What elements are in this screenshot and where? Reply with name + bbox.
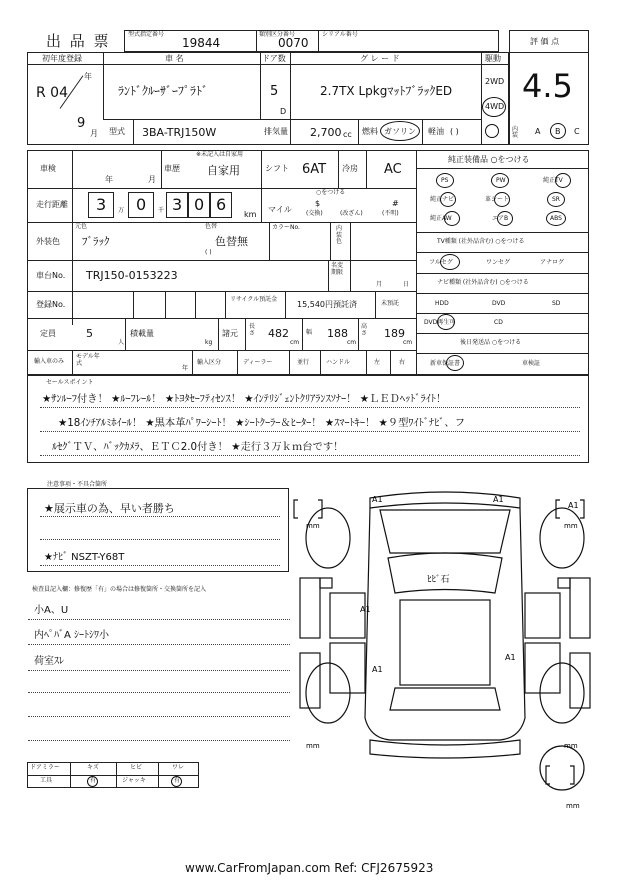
interior-c: C [574,127,580,136]
tamper-label: (改ざん) [340,210,363,217]
damage-mark-right-door: A1 [505,653,516,662]
unknown-label: (不明) [382,210,399,217]
color-value: ﾌﾞﾗｯｸ [82,235,110,248]
exterior-label: 外装色 [36,237,60,246]
equip-abs-circle [546,211,566,226]
notes-line-2: ★ﾅﾋﾞ NSZT-Y68T [44,552,125,563]
class-value: 0070 [278,36,309,50]
doors-label: ドア数 [262,54,286,63]
capacity-label: 定員 [40,329,56,338]
mile-label: マイル [268,205,292,214]
fuel-circle [380,121,420,141]
shift-value: 6AT [302,162,327,177]
mileage-digit-5: 6 [216,195,227,214]
capacity-value: 5 [86,327,93,340]
mileage-unit: km [244,210,257,219]
drive-4wd-circle [482,97,506,117]
fuel-label: 燃料 [362,127,378,136]
nav-dvd: DVD [492,300,506,307]
unknown-sym: # [392,199,399,208]
legend-jack-circle [171,776,182,787]
equip-airbag-circle [497,211,513,226]
displacement-value: 2,700 [310,126,342,139]
model-value: 3BA-TRJ150W [142,126,217,139]
mileage-digit-1: 3 [96,195,107,214]
model-year-unit: 年 [182,365,189,372]
load-unit: kg [205,339,213,346]
notes-label: 注意事項・不具合箇所 [44,482,110,488]
parallel-opt: 並行 [297,359,310,366]
nc-day: 日 [403,281,410,288]
doors-sub: D [280,107,287,116]
later-inspection: 車検証 [522,360,541,367]
equip-tv: 純正TV [543,177,563,184]
light-label: 軽油 [428,127,444,136]
grade-label: グ レ ー ド [360,54,400,63]
car-damage-diagram [290,478,600,818]
import-label: 輸入車のみ [34,358,65,365]
interior-color-label: 内装色 [336,225,343,246]
mm-rear-right: mm [564,742,578,750]
size-label: 諸元 [222,329,238,338]
legend-door-mirror: ドアミラー [30,764,60,771]
legend-tools-circle [87,776,98,787]
hei-unit: cm [403,339,413,346]
import-cat-label: 輸入区分 [197,359,222,366]
equip-nav-circle [440,192,456,207]
mileage-digit-2: 0 [136,195,147,214]
tv-oneseg: ワンセグ [486,259,511,266]
equip-abs: ABS [550,215,562,222]
recycle-value: 15,540円預託済 [297,300,357,309]
nav-label: ナビ種類 (社外品含む) ○をつける [437,279,529,286]
mileage-digit-boxes [88,192,236,218]
equip-nav: 純正ナビ [430,196,455,203]
name-change-label: 名変期限 [331,262,344,276]
nav-dvd-play: DVD再生可 [424,319,456,326]
equip-sr: SR [552,196,560,203]
mileage-label: 走行距離 [36,200,68,209]
legend-tools-value: 有 [90,777,97,784]
colorno-label: カラーNo. [272,224,300,231]
wid-unit: cm [347,339,357,346]
equip-aw-circle [444,211,460,226]
first-reg-year-unit: 年 [84,72,92,81]
tv-fullseg: フルセグ [429,259,453,266]
rating-label: 評 価 点 [530,37,560,46]
header-code-row [124,30,499,52]
sales-label: セールスポイント [46,379,94,386]
load-label: 積載量 [130,329,154,338]
legend-scratch: キズ [87,764,99,771]
inspection-label: 車検 [40,164,56,173]
color-change: 色替無 [215,235,248,248]
equip-airbag: エアB [492,215,509,222]
legend-tools: 工具 [40,777,53,784]
nav-sd: SD [552,300,561,307]
inspection-month: 月 [148,175,156,184]
doors-value: 5 [270,84,279,99]
recycle-unpaid: 未預託 [381,300,400,307]
legend-crack: ヒビ [130,764,143,771]
damage-mark-rear: A1 [372,665,383,674]
nav-cd: CD [494,319,503,326]
mm-spare: mm [566,802,580,810]
exchange-label: (交換) [306,210,323,217]
equip-ps-circle [436,173,454,188]
drive-4wd: 4WD [485,102,505,111]
chassis-value: TRJ150-0153223 [86,269,178,282]
inspector-label: 検査員記入欄：修復歴「有」の場合は修復箇所・交換箇所を記入 [32,586,207,593]
model-label: 型式 [109,127,125,136]
legend-jack: ジャッキ [122,777,146,784]
reg-label: 登録No. [36,300,66,309]
genuine-label: 純正装備品 ○をつける [448,155,530,164]
equip-pw: PW [496,177,506,184]
equip-leather-circle [494,192,510,207]
interior-a: A [535,127,541,136]
recycle-label: リサイクル預託金 [230,296,278,303]
grade-value: 2.7TX LpkgﾏｯﾄﾌﾞﾗｯｸED [320,84,453,98]
sales-line-2: ★18ｲﾝﾁｱﾙﾐﾎｲｰﾙ！ ★黒本革ﾊﾟﾜｰｼｰﾄ！ ★ｼｰﾄｸｰﾗｰ＆ﾋｰﾀｰ！ ★ｽﾏｰﾄｷｰ！ ★９型ﾜｲﾄﾞﾅﾋﾞ、フ [58,417,465,429]
first-reg-month: 9 [77,116,86,131]
equip-aw: 純正AW [430,215,452,222]
color-paren: ( ) [205,249,212,256]
car-name-label: 車 名 [165,54,184,63]
ac-value: AC [384,162,402,177]
wid-value: 188 [327,327,348,340]
legend-jack-value: 有 [174,777,181,784]
equip-tv-circle [555,173,571,188]
chassis-label: 車台No. [36,271,66,280]
usage-value: 自家用 [207,164,240,177]
mileage-man: 万 [118,207,125,214]
damage-mark-front-left: A1 [372,495,383,504]
usage-note: ※未記入は自家用 [196,151,244,158]
inspection-year: 年 [105,175,113,184]
damage-mark-front-right: A1 [493,495,504,504]
light-circle-mark [485,124,499,138]
car-name-value: ﾗﾝﾄﾞｸﾙｰｻﾞｰﾌﾟﾗﾄﾞ [118,84,209,98]
rating-value: 4.5 [522,67,573,105]
mileage-circle-note: ○をつける [316,189,346,196]
displacement-unit: cc [343,130,352,139]
inspector-line-2: 内ﾍﾟﾊﾞA ｼｰﾄｼﾜ小 [34,630,110,641]
legend-break: ワレ [172,764,185,771]
shift-label: シフト [265,164,289,173]
footer-ref: www.CarFromJapan.com Ref: CFJ2675923 [185,861,434,875]
interior-b: B [555,127,561,136]
nav-dvd-play-circle [437,314,455,330]
dealer-opt: ディーラー [243,359,273,366]
tv-analog: アナログ [540,259,565,266]
later-warranty: 新車保証書 [430,360,461,367]
later-warranty-circle [446,355,464,371]
hei-value: 189 [384,327,405,340]
serial-label: シリアル番号 [322,31,358,38]
light-paren: ( ) [450,127,459,136]
first-reg-era: R 04 [36,85,68,101]
form-type-value: 19844 [182,36,221,50]
capacity-unit: 人 [118,339,125,346]
sales-line-1: ★ｻﾝﾙｰﾌ付き！ ★ﾙｰﾌﾚｰﾙ！ ★ﾄﾖﾀｾｰﾌﾃｨｾﾝｽ！ ★ｲﾝﾃﾘｼﾞｪﾝﾄｸﾘｱﾗﾝｽｿﾅｰ！ ★ＬＥＤﾍｯﾄﾞﾗｲﾄ！ [42,393,447,405]
interior-label: 内装 [512,126,519,139]
dollar-sym: $ [315,199,321,208]
drive-label: 駆動 [485,54,501,63]
equip-leather: 革シート [485,196,510,203]
damage-mark-right-side: A1 [568,501,579,510]
damage-mark-left-door: A1 [360,605,371,614]
sales-line-3: ﾙｾｸﾞＴＶ、ﾊﾞｯｸｶﾒﾗ、ＥＴＣ2.0付き！ ★走行３万ｋｍ台です！ [52,441,344,453]
first-reg-month-unit: 月 [90,129,98,138]
inspector-line-3: 荷室ｽﾚ [34,656,64,667]
interior-b-circle [550,123,566,139]
handle-left: 左 [374,359,381,366]
drive-2wd: 2WD [485,77,505,86]
len-label: 長さ [249,323,256,337]
notes-line-1: ★展示車の為、早い者勝ち [44,502,175,515]
equip-ps: PS [441,177,449,184]
usage-label: 車歴 [164,164,180,173]
page-title: 出 品 票 [46,32,111,50]
displacement-label: 排気量 [264,127,288,136]
hei-label: 高さ [361,323,368,337]
mileage-sen: 千 [158,207,165,214]
model-year-label: モデル年式 [76,353,100,367]
damage-mark-windshield: ﾋﾋﾞ石 [427,575,450,585]
color-orig-label: 元色 [75,223,88,230]
mileage-digit-4: 0 [194,195,205,214]
fuel-value: ガソリン [384,127,416,136]
len-value: 482 [268,327,289,340]
class-label: 類別区分番号 [259,31,296,38]
mm-front-left: mm [306,522,320,530]
ac-label: 冷房 [342,164,358,173]
nc-month: 月 [376,281,383,288]
mm-front-right: mm [564,522,578,530]
handle-label: ハンドル [326,359,351,366]
mm-rear-left: mm [306,742,320,750]
tv-fullseg-circle [440,254,460,270]
handle-right: 右 [399,359,406,366]
wid-label: 幅 [306,329,313,336]
form-type-label: 型式指定番号 [128,31,165,38]
equip-pw-circle [491,173,509,188]
mileage-digit-3: 3 [172,195,183,214]
inspector-line-1: 小A、U [34,605,69,616]
equip-sr-circle [547,192,565,207]
color-no-label: 色替 [205,223,218,230]
later-label: 後日発送品 ○をつける [460,339,522,346]
len-unit: cm [290,339,300,346]
nav-hdd: HDD [435,300,449,307]
tv-label: TV種類 (社外品含む) ○をつける [437,238,525,245]
first-reg-label: 初年度登録 [42,54,82,63]
